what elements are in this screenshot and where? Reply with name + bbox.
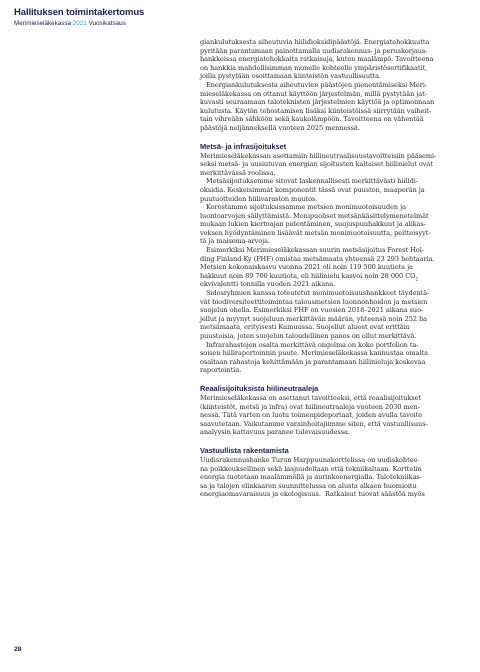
text-line: on hankkia mahdollisimman monelle kohteelle ympäristösertifikaatit, — [200, 63, 428, 72]
text-line: tain vihreään sähköön sekä kaukolämpöön. Tavoitteena on vähentää — [200, 115, 424, 124]
text-line: kuvasti seuraamaan taloteknisten järjestelmien käyttöä ja optimoimaan — [200, 98, 435, 107]
section-spacer — [200, 133, 446, 142]
text-line: kulutusta. Käytön tehostamisen lisäksi kiinteistöissä siirrytään vaiheit- — [200, 106, 432, 115]
text-line: puustoisia, joten suojelun taloudellinen panos on ollut merkittävä. — [200, 332, 417, 340]
text-line: Infrarahastojen osalta merkittävä ongelma on koko portfolion ta- — [206, 340, 419, 349]
text-line: Merimieseläkekassan asettamiin hiilineutraalisuustavoitteisiin pääsemi- — [200, 151, 437, 160]
section-heading: Reaalisijoituksista hiilineutraaleja — [200, 383, 319, 393]
paragraph — [200, 341, 446, 375]
section-heading: Metsä- ja infrasijoitukset — [200, 141, 287, 151]
paragraph — [200, 246, 446, 289]
text-line: ekvivalentti tonnilla vuoden 2021 aikana. — [200, 280, 336, 289]
text-line: osaltaan rahastoja kehittämään ja parantamaan hiilinieluja koskevaa — [200, 357, 426, 366]
text-line: Metsäsijoituksemme sitovat laskennallisesti merkittävästi hiilidi- — [206, 177, 418, 186]
text-line: suojelun ohella. Esimerkiksi FHF on vuosien 2018–2021 aikana suo- — [200, 306, 424, 315]
text-line: voksen hyödyntäminen lisäävät metsän monimuotoisuutta, peitteisyyt- — [200, 228, 431, 237]
text-line: metsämaata, erityisesti Kainuussa. Suojellut alueet ovat erittäin — [200, 323, 410, 332]
text-line: seksi metsä- ja uusiutuvan energian sijoitusten kaltaiset hiilinielut ovat — [200, 160, 433, 169]
text-line: ding Finland Ky (FHF) omistaa metsämaata yhteensä 23 293 hehtaaria. — [200, 254, 435, 263]
paragraph — [200, 152, 446, 178]
section-heading: Vastuullista rakentamista — [200, 445, 289, 455]
running-header — [14, 7, 144, 28]
paragraph — [200, 394, 446, 437]
text-line: puutuotteiden hiilivaraston muutos. — [200, 194, 318, 203]
text-line: tä ja maisema-arvoja. — [200, 237, 271, 246]
report-subtitle — [14, 19, 144, 28]
text-line: oksidia. Keskeisimmät komponentit tässä ovat puuston, maaperän ja — [200, 185, 425, 194]
text-line: energia tuotetaan maalämmöllä ja aurinkoenergialla. Talotekniikas- — [200, 473, 422, 482]
section-spacer — [200, 437, 446, 446]
page-number: 28 — [14, 646, 22, 653]
text-line: energiaomavaraisuus ja ekologisuus. Ratkaisut tuovat säästöä myös — [200, 490, 425, 499]
text-line: päästöjä neljänneksellä vuoteen 2025 mennessä. — [200, 123, 360, 132]
report-year: 2021 — [72, 20, 87, 27]
text-line: Esimerkiksi Merimieseläkekassan suurin metsäsijoitus Forest Hol- — [206, 246, 424, 255]
text-line: vät biodiversiteettitoimintaa talousmetsien luonnonhoidon ja metsien — [200, 297, 428, 306]
text-line: raportointia. — [200, 366, 242, 375]
paragraph — [200, 177, 446, 203]
text-line: Metsien kokonaiskasvu vuonna 2021 oli noin 119 500 kuutiota ja — [200, 263, 413, 272]
paragraph — [200, 38, 446, 81]
text-line: analyysin kattavuus paranee tulevaisuudessa. — [200, 428, 350, 437]
report-section-title: Hallituksen toimintakertomus — [14, 7, 145, 18]
text-line: jellut ja myynyt suojeluun merkittävän määrän, yhteensä noin 252 ha — [200, 314, 428, 323]
text-line: Korostamme sijoituksissamme metsien monimuotoisuuden ja — [206, 203, 406, 212]
text-line: Energiankulutuksesta aiheutuvien päästöjen pienentämiseksi Meri- — [206, 80, 428, 89]
text-line: pyritään parantamaan painottamalla uudisrakennus- ja peruskorjaus- — [200, 46, 428, 55]
paragraph — [200, 81, 446, 133]
paragraph — [200, 289, 446, 341]
text-line: nessä. Tätä varten on luotu toimenpideportaat, joiden avulla tavoite — [200, 411, 423, 420]
report-name: Vuosikatsaus — [88, 20, 126, 27]
text-line: mieseläkekassa on ottanut käyttöön järjestelmän, millä pystytään jat- — [200, 89, 427, 98]
text-line: Sidosryhmien kanssa toteutetut monimuotoisuushankkeet täydentä- — [206, 289, 430, 298]
text-line: sa ja talojen elinkaaren suunnittelussa on alusta alkaen huomioitu — [200, 481, 417, 490]
text-line: Uudisrakennushanke Turun Harppuunakorttelissa on uudiskohtee- — [200, 455, 420, 464]
text-line: hakkuut noin 89 700 kuutiota, eli hiilinielu kasvoi noin 28 000 $CO_2$ — [200, 271, 419, 283]
text-line: na poikkeuksellinen sekä laajuudeltaan että tekniikaltaan. Korttelin — [200, 464, 422, 473]
text-line: giankulutuksesta aiheutuvia hiilidioksidipäästöjä. Energiatehokkuutta — [200, 38, 430, 46]
organization-name: Merimieseläkekassa — [14, 20, 72, 27]
section-spacer — [200, 375, 446, 384]
text-line: hankkeissa energiatehokkaita ratkaisuja, kuten maalämpö. Tavoitteena — [200, 55, 434, 64]
text-line: Merimieseläkekassa on asettanut tavoitteeksi, että reaalisijoitukset — [200, 393, 422, 402]
text-line: luontoarvojen säilyttämistä. Monipuoliset metsänkäsittelymenetelmät — [200, 211, 429, 220]
paragraph — [200, 456, 446, 499]
text-line: mukaan lukien kiertoajan pidentäminen, suojuspuuhakkuut ja alikas- — [200, 220, 426, 229]
text-line: joilla pystytään osoittamaan kiinteistön vastuullisuutta. — [200, 72, 382, 81]
text-line: saavutetaan. Vaikutamme varainhoitajiimme siten, että vastuullisuus- — [200, 419, 428, 428]
text-line: (kiinteistöt, metsä ja infra) ovat hiilineutraaleja vuoteen 2030 men- — [200, 402, 420, 411]
text-line: merkittävässä roolissa. — [200, 168, 276, 177]
body-text-column — [200, 38, 446, 499]
paragraph — [200, 203, 446, 246]
text-line: soisen hiiliraportoinnin puute. Merimieseläkekassa kannustaa omalta — [200, 349, 428, 358]
